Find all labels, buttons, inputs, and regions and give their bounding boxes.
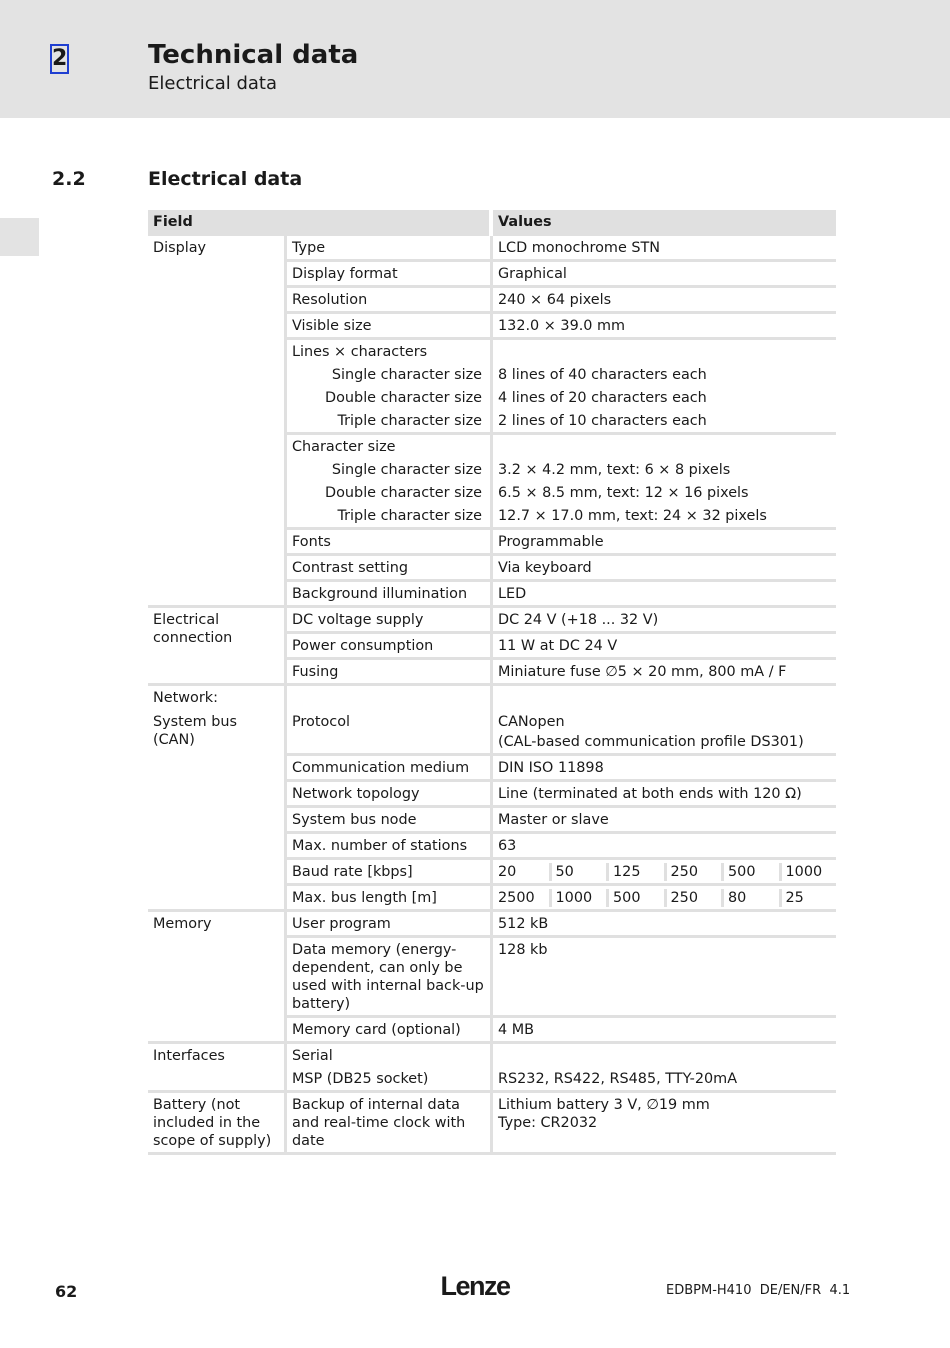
table-row <box>148 236 836 262</box>
header-values: Values <box>493 210 836 236</box>
row-label: Backup of internal data and real-time clock with date <box>287 1093 493 1155</box>
group-interfaces: Interfaces <box>148 1044 287 1093</box>
length-value: 2500 <box>498 890 535 906</box>
baud-value: 20 <box>498 864 517 880</box>
row-value <box>493 1093 836 1155</box>
baud-value: 250 <box>664 863 722 881</box>
row-label: Fusing <box>287 660 493 686</box>
page-number: 62 <box>55 1282 78 1301</box>
length-value: 25 <box>779 889 837 907</box>
row-label: Power consumption <box>287 634 493 660</box>
group-network-sublabel: System bus (CAN) <box>153 714 237 748</box>
row-value: DC 24 V (+18 ... 32 V) <box>493 608 836 634</box>
table-row <box>148 1093 836 1155</box>
row-label: Resolution <box>287 288 493 314</box>
battery-value-line1: Lithium battery 3 V, ∅19 mm <box>498 1097 710 1113</box>
row-label: Lines × characters <box>287 340 493 363</box>
row-label: Contrast setting <box>287 556 493 582</box>
row-value: 12.7 × 17.0 mm, text: 24 × 32 pixels <box>493 504 836 530</box>
row-label: Data memory (energy-dependent, can only be used with internal back-up battery) <box>287 938 493 1018</box>
row-label: Character size <box>287 435 493 458</box>
baud-rate-values <box>498 863 836 881</box>
row-value: DIN ISO 11898 <box>493 756 836 782</box>
row-label: Background illumination <box>287 582 493 608</box>
row-value: LCD monochrome STN <box>493 236 836 262</box>
row-label: Communication medium <box>287 756 493 782</box>
row-value: 11 W at DC 24 V <box>493 634 836 660</box>
battery-value-line2: Type: CR2032 <box>498 1115 598 1131</box>
row-value: 132.0 × 39.0 mm <box>493 314 836 340</box>
row-value <box>493 1044 836 1067</box>
group-network-label: Network: <box>153 690 218 706</box>
row-value: 6.5 × 8.5 mm, text: 12 × 16 pixels <box>498 485 749 501</box>
row-label: Max. number of stations <box>287 834 493 860</box>
length-value: 250 <box>664 889 722 907</box>
row-value: 128 kb <box>493 938 836 1018</box>
row-value: 2 lines of 10 characters each <box>493 409 836 435</box>
row-label: Triple character size <box>287 504 493 530</box>
group-network <box>148 686 287 912</box>
row-label: Single character size <box>287 458 493 481</box>
row-value <box>493 435 836 458</box>
row-value: Master or slave <box>493 808 836 834</box>
row-label: User program <box>287 912 493 938</box>
group-memory: Memory <box>148 912 287 1044</box>
row-label: Memory card (optional) <box>287 1018 493 1044</box>
length-value: 1000 <box>549 889 607 907</box>
length-value: 80 <box>721 889 779 907</box>
protocol-label: Protocol <box>292 714 350 730</box>
chapter-number: 2 <box>50 44 69 74</box>
row-value: 240 × 64 pixels <box>493 288 836 314</box>
table-row <box>148 912 836 938</box>
table-row <box>148 1044 836 1067</box>
section-number: 2.2 <box>52 168 86 190</box>
row-label: Type <box>287 236 493 262</box>
table-row <box>148 686 836 756</box>
lenze-logo <box>432 1268 518 1302</box>
table-header-row <box>148 210 836 236</box>
group-electrical: Electrical connection <box>148 608 287 686</box>
row-value <box>493 686 836 756</box>
electrical-data-table <box>148 210 836 1155</box>
row-label: Baud rate [kbps] <box>287 860 493 886</box>
baud-value: 1000 <box>779 863 837 881</box>
bus-length-values <box>498 889 836 907</box>
row-value: 3.2 × 4.2 mm, text: 6 × 8 pixels <box>498 462 731 478</box>
protocol-value-line2: (CAL-based communication profile DS301) <box>498 734 804 750</box>
row-label: Single character size <box>287 363 493 386</box>
section-title: Electrical data <box>148 168 303 190</box>
row-label: Max. bus length [m] <box>287 886 493 912</box>
row-label: System bus node <box>287 808 493 834</box>
row-value: Programmable <box>493 530 836 556</box>
row-value <box>493 340 836 363</box>
row-value: 63 <box>493 834 836 860</box>
length-value: 500 <box>606 889 664 907</box>
document-id: EDBPM-H410 DE/EN/FR 4.1 <box>666 1283 851 1298</box>
row-value: Via keyboard <box>493 556 836 582</box>
row-value: RS232, RS422, RS485, TTY-20mA <box>493 1067 836 1093</box>
row-label: Network topology <box>287 782 493 808</box>
row-value: Miniature fuse ∅5 × 20 mm, 800 mA / F <box>493 660 836 686</box>
row-label: Double character size <box>287 481 493 504</box>
baud-value: 125 <box>606 863 664 881</box>
row-value: Line (terminated at both ends with 120 Ω) <box>493 782 836 808</box>
lenze-logo-text: Lenze <box>440 1271 510 1301</box>
row-value: 4 MB <box>493 1018 836 1044</box>
row-label: Serial <box>287 1044 493 1067</box>
header-band <box>0 0 950 118</box>
table-row <box>148 608 836 634</box>
row-label: Display format <box>287 262 493 288</box>
chapter-side-tab <box>0 218 39 256</box>
row-label: DC voltage supply <box>287 608 493 634</box>
baud-value: 500 <box>721 863 779 881</box>
group-battery: Battery (not included in the scope of supply) <box>148 1093 287 1155</box>
header-field: Field <box>148 210 493 236</box>
row-value: 512 kB <box>493 912 836 938</box>
row-value: LED <box>493 582 836 608</box>
row-value: 4 lines of 20 characters each <box>498 390 707 406</box>
row-label: Double character size <box>287 386 493 409</box>
page-subtitle: Electrical data <box>148 73 277 94</box>
row-value: Graphical <box>493 262 836 288</box>
row-label <box>287 686 493 756</box>
row-label: Fonts <box>287 530 493 556</box>
group-display: Display <box>148 236 287 608</box>
row-value <box>493 886 836 912</box>
row-label: Visible size <box>287 314 493 340</box>
protocol-value-line1: CANopen <box>498 714 565 730</box>
baud-value: 50 <box>549 863 607 881</box>
row-value <box>493 860 836 886</box>
row-value: 8 lines of 40 characters each <box>498 367 707 383</box>
row-label: MSP (DB25 socket) <box>287 1067 493 1093</box>
row-label: Triple character size <box>287 409 493 435</box>
page-title: Technical data <box>148 40 359 70</box>
